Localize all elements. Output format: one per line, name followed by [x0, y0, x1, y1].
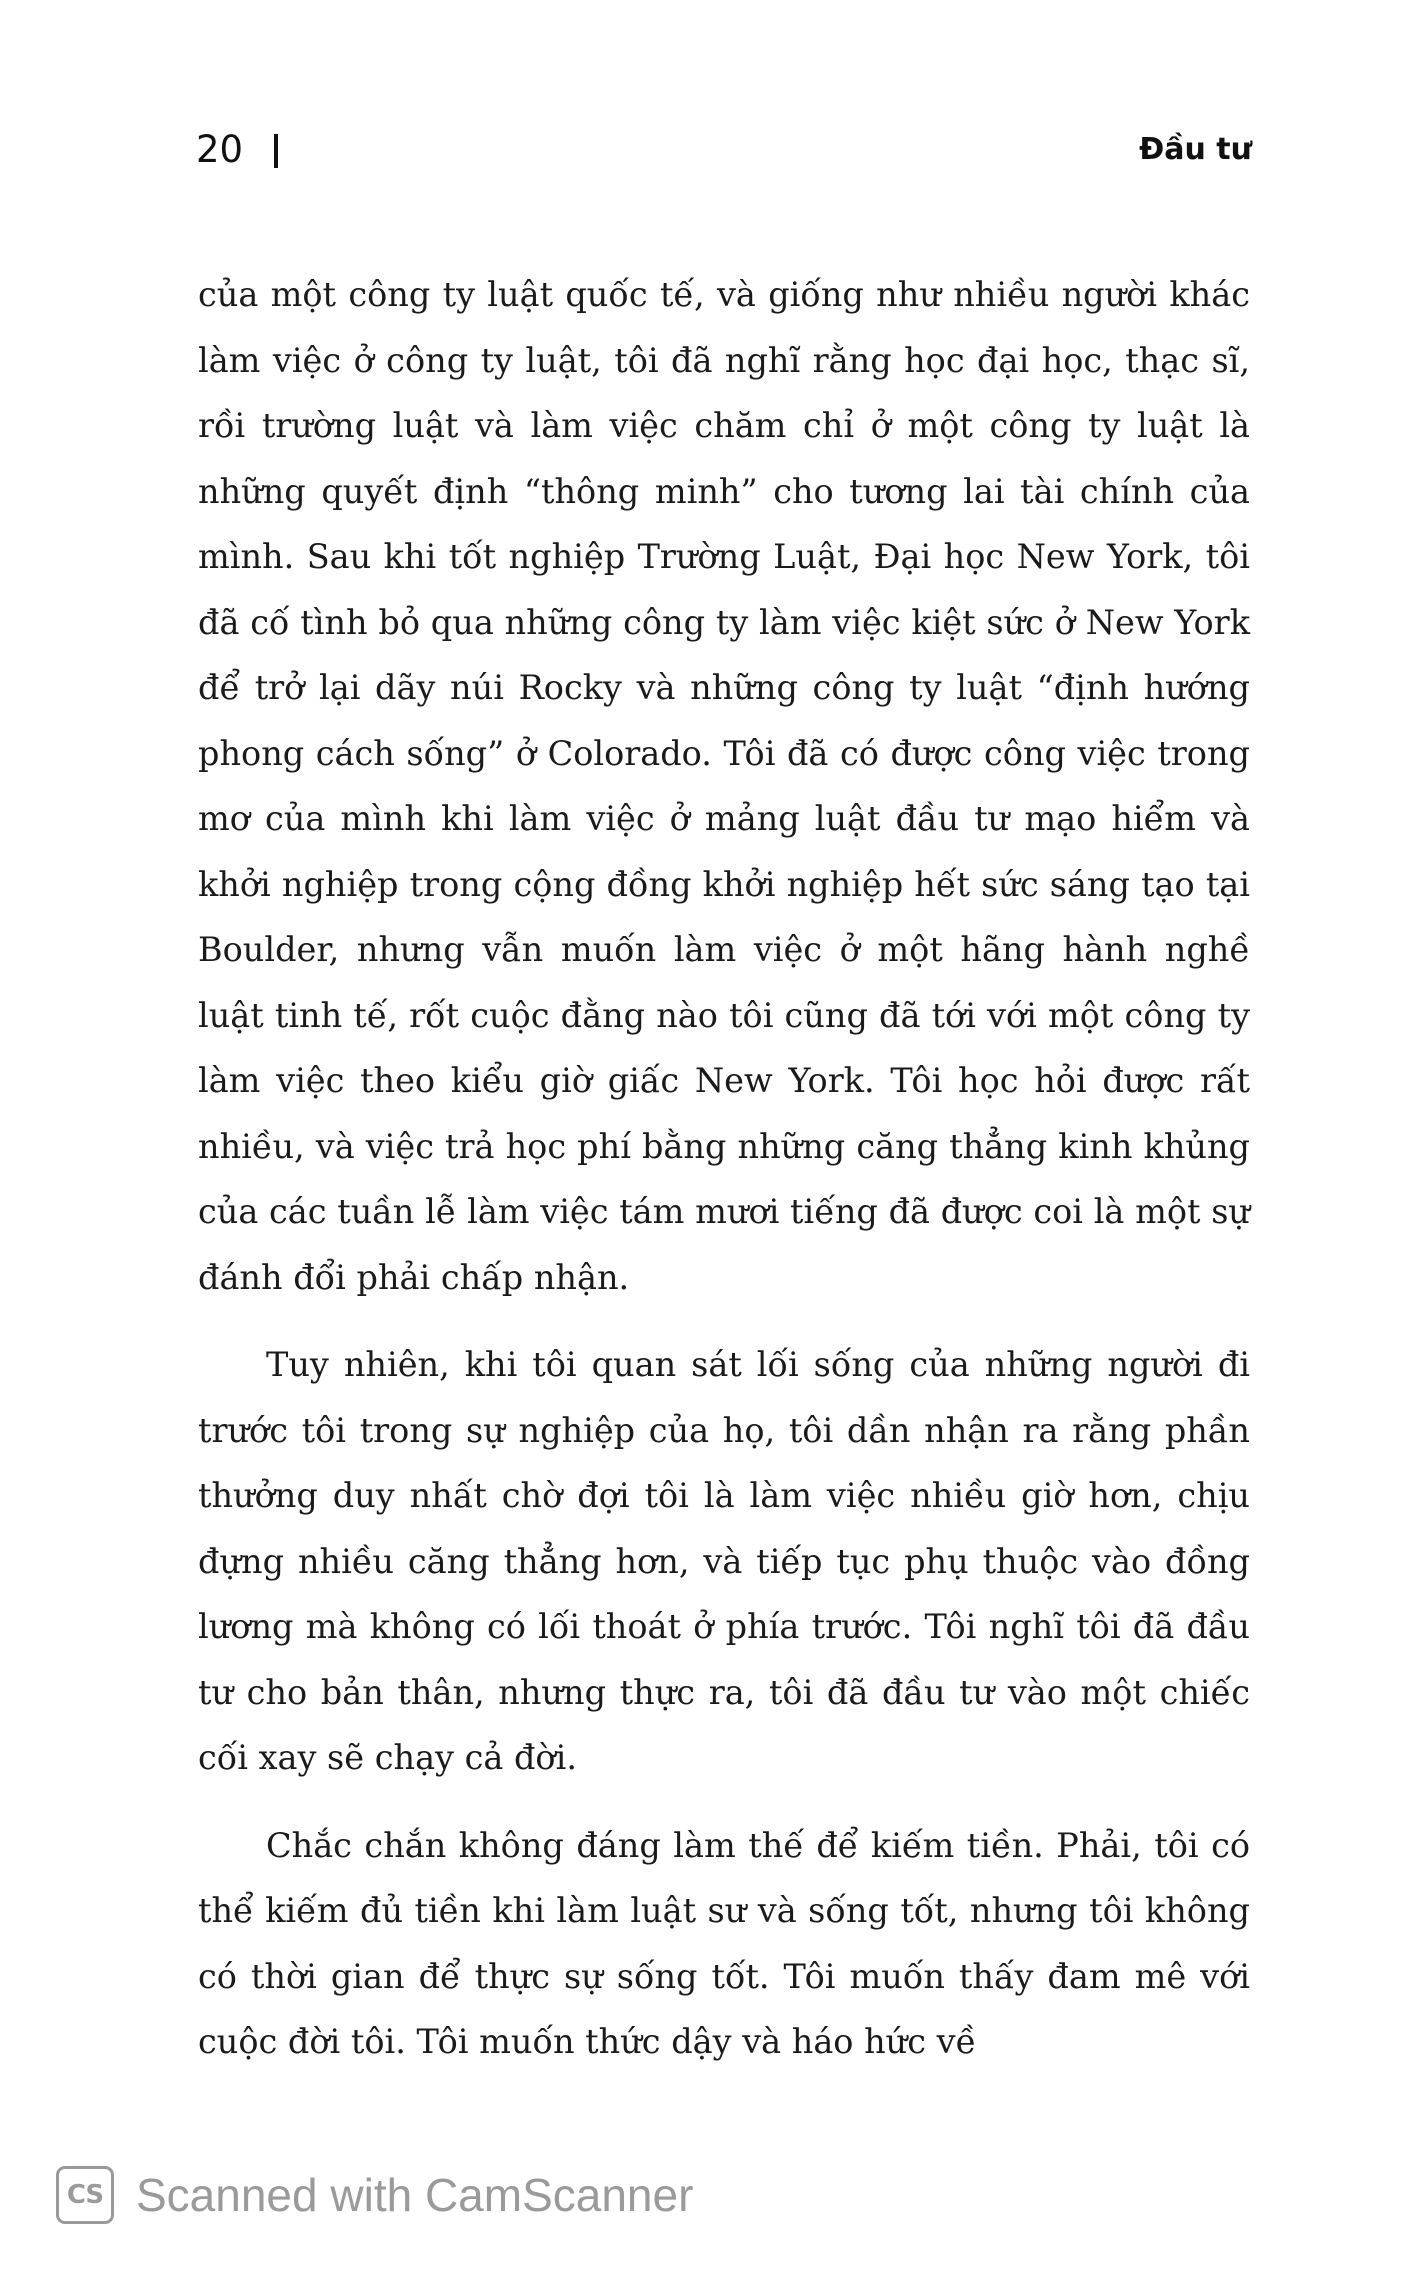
page-number: 20	[196, 128, 244, 171]
paragraph: Chắc chắn không đáng làm thế để kiếm tiền. Phải, tôi có thể kiếm đủ tiền khi làm luật sư và sống tốt, nhưng tôi không có thời gian để thực sự sống tốt. Tôi muốn thấy đam mê với cuộc đời tôi. Tôi muốn thức dậy và háo hức về	[198, 1825, 1250, 2061]
camscanner-watermark	[56, 2160, 693, 2230]
paragraph: của một công ty luật quốc tế, và giống như nhiều người khác làm việc ở công ty luật, tôi đã nghĩ rằng học đại học, thạc sĩ, rồi trường luật và làm việc chăm chỉ ở một công ty luật là những quyết định “thông minh” cho tương lai tài chính của mình. Sau khi tốt nghiệp Trường Luật, Đại học New York, tôi đã cố tình bỏ qua những công ty làm việc kiệt sức ở New York để trở lại dãy núi Rocky và những công ty luật “định hướng phong cách sống” ở Colorado. Tôi đã có được công việc trong mơ của mình khi làm việc ở mảng luật đầu tư mạo hiểm và khởi nghiệp trong cộng đồng khởi nghiệp hết sức sáng tạo tại Boulder, nhưng vẫn muốn làm việc ở một hãng hành nghề luật tinh tế, rốt cuộc đằng nào tôi cũng đã tới với một công ty làm việc theo kiểu giờ giấc New York. Tôi học hỏi được rất nhiều, và việc trả học phí bằng những căng thẳng kinh khủng của các tuần lễ làm việc tám mươi tiếng đã được coi là một sự đánh đổi phải chấp nhận.	[198, 275, 1250, 1297]
header-divider	[274, 134, 278, 168]
camscanner-logo-icon: CS	[56, 2166, 114, 2224]
watermark-text: Scanned with CamScanner	[136, 2169, 694, 2221]
body-text	[198, 262, 1250, 2075]
page-header	[196, 128, 1252, 178]
paragraph: Tuy nhiên, khi tôi quan sát lối sống của những người đi trước tôi trong sự nghiệp của họ, tôi dần nhận ra rằng phần thưởng duy nhất chờ đợi tôi là làm việc nhiều giờ hơn, chịu đựng nhiều căng thẳng hơn, và tiếp tục phụ thuộc vào đồng lương mà không có lối thoát ở phía trước. Tôi nghĩ tôi đã đầu tư cho bản thân, nhưng thực ra, tôi đã đầu tư vào một chiếc cối xay sẽ chạy cả đời.	[198, 1345, 1250, 1777]
running-title: Đầu tư	[1139, 132, 1252, 167]
